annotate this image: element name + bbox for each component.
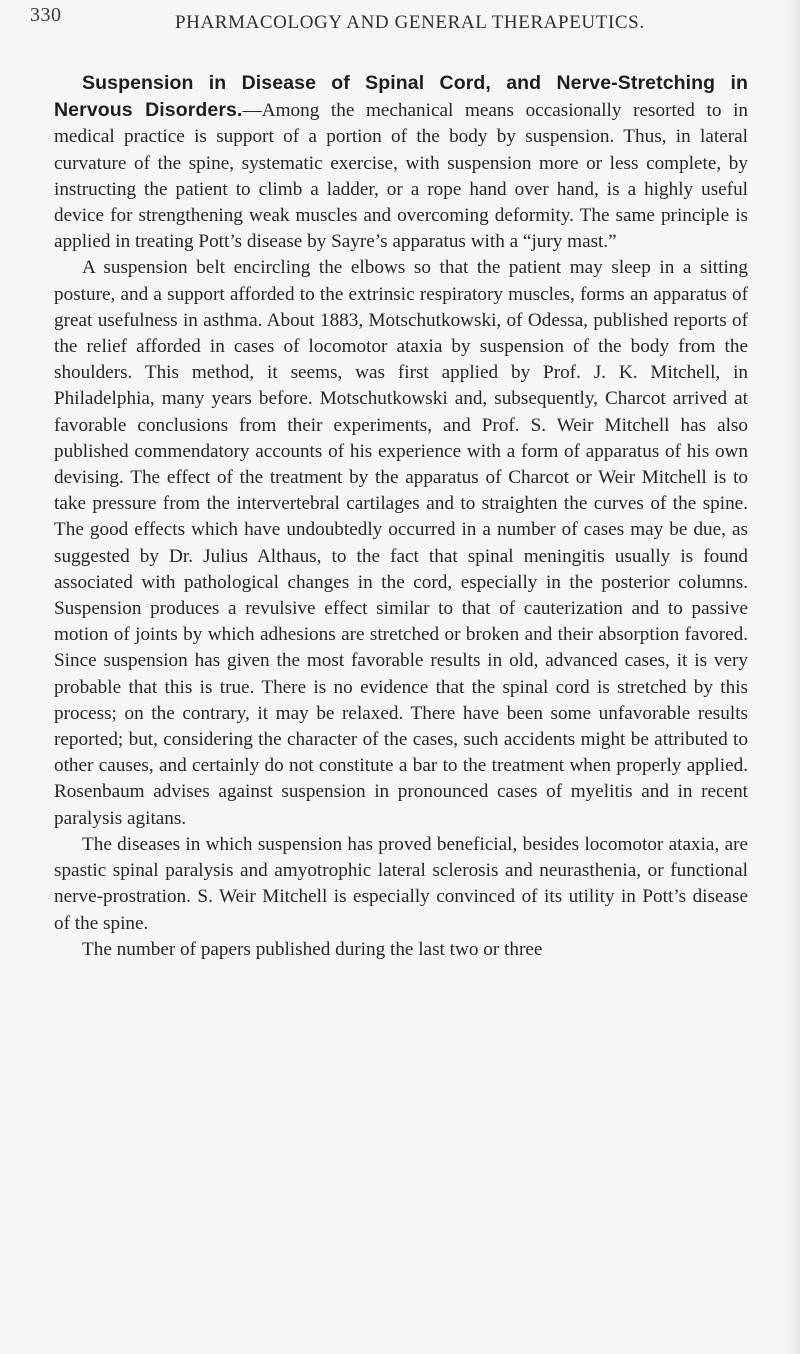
paragraph-4: The number of papers published during the last two or three	[82, 938, 543, 960]
section-heading: Suspension in Disease of Spinal Cord, and Nerve-Stretching in Nervous Disorders.	[54, 72, 748, 122]
body-text	[54, 70, 748, 963]
paragraph-2: A suspension belt encircling the elbows so that the patient may sleep in a sitting posture, and a support afforded to the extrinsic respiratory muscles, forms an apparatus of great usefulness in asthma. About 1883, Motschutkowski, of Odessa, published reports of the relief afforded in cases of locomotor ataxia by suspension of the body from the shoulders. This method, it seems, was first applied by Prof. J. K. Mitchell, in Philadelphia, many years before. Motschutkowski and, subsequently, Charcot arrived at favorable conclusions from their experiments, and Prof. S. Weir Mitchell has also published commendatory accounts of his experience with a form of apparatus of his own devising. The effect of the treatment by the apparatus of Charcot or Weir Mitchell is to take pressure from the intervertebral cartilages and to straighten the curves of the spine. The good effects which have undoubtedly occurred in a number of cases may be due, as suggested by Dr. Julius Althaus, to the fact that spinal meningitis usually is found associated with pathological changes in the cord, especially in the posterior columns. Suspension produces a revulsive effect similar to that of cauterization and to passive motion of joints by which adhesions are stretched or broken and their absorption favored. Since suspension has given the most favorable results in old, advanced cases, it is very probable that this is true. There is no evidence that the spinal cord is stretched by this process; on the contrary, it may be relaxed. There have been some unfavorable results reported; but, considering the character of the cases, such accidents might be attributed to other causes, and certainly do not constitute a bar to the treatment when properly applied. Rosenbaum advises against suspension in pronounced cases of myelitis and in recent paralysis agitans.	[54, 257, 748, 829]
page-edge-shadow	[786, 0, 800, 1354]
paragraph-3: The diseases in which suspension has proved beneficial, besides locomotor ataxia, are spastic spinal paralysis and amyotrophic lateral sclerosis and neurasthenia, or functional nerve-prostration. S. Weir Mitchell is especially convinced of its utility in Pott’s disease of the spine.	[54, 833, 748, 934]
page-number: 330	[30, 4, 62, 26]
paragraph-1	[54, 70, 748, 255]
paragraph-1-text: —Among the mechanical means occasionally resorted to in medical practice is support of a portion of the body by suspension. Thus, in lateral curvature of the spine, systematic exercise, with suspension more or less complete, by instructing the patient to climb a ladder, or a rope hand over hand, is a highly useful device for strengthening weak muscles and overcoming deformity. The same principle is applied in treating Pott’s disease by Sayre’s apparatus with a “jury mast.”	[54, 100, 748, 253]
running-head	[0, 4, 800, 33]
running-head-title: PHARMACOLOGY AND GENERAL THERAPEUTICS.	[175, 12, 645, 33]
